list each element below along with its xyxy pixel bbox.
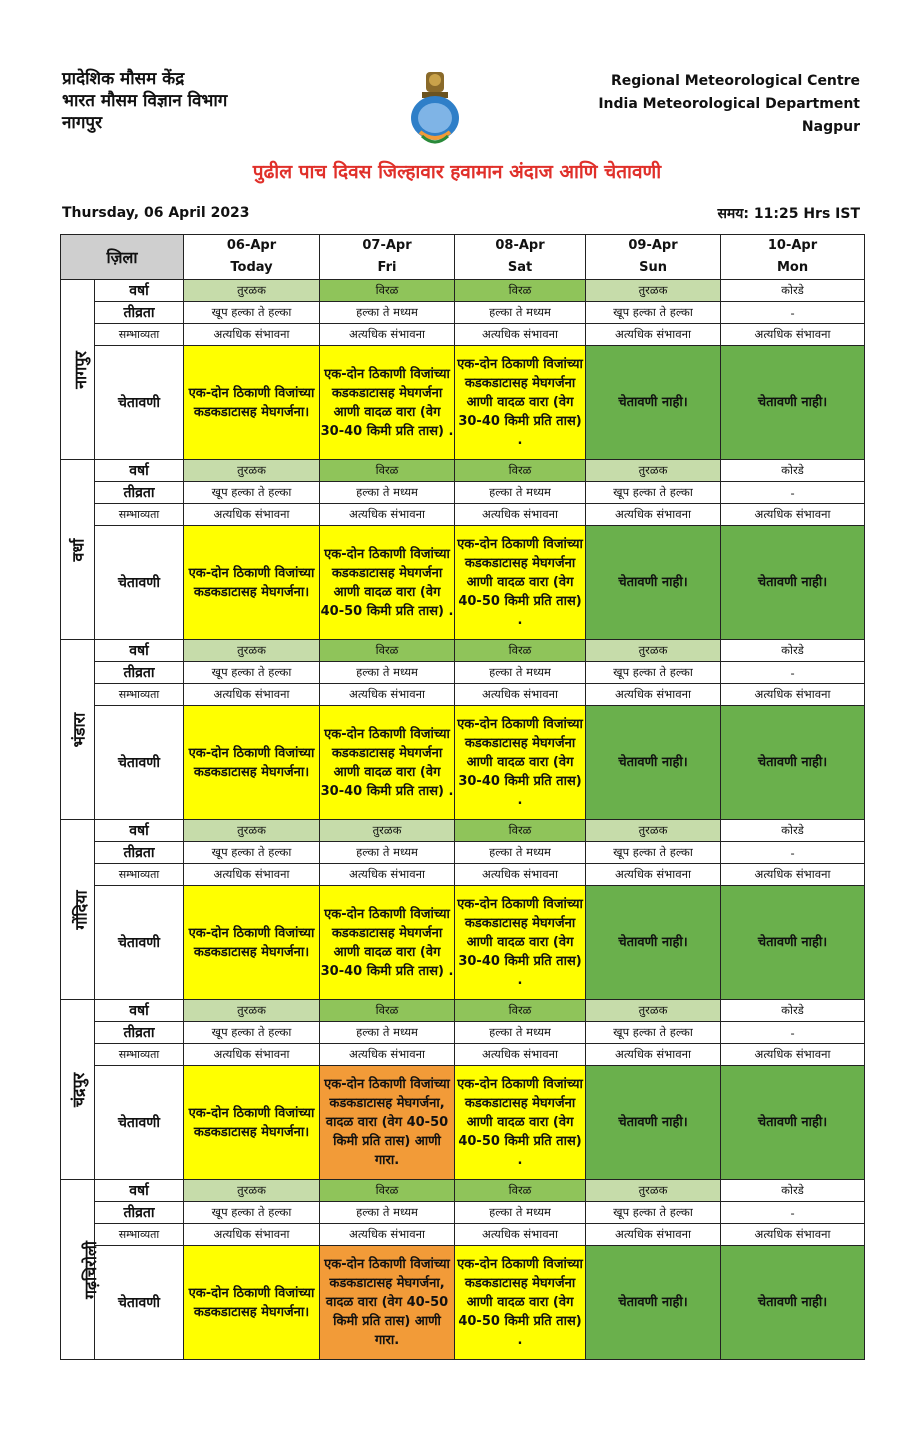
rain-cell: कोरडे — [721, 280, 865, 302]
rain-cell: तुरळक — [586, 1000, 721, 1022]
warning-cell: चेतावणी नाही। — [586, 1066, 721, 1180]
probability-cell: अत्यधिक संभावना — [184, 324, 320, 346]
rain-cell: कोरडे — [721, 820, 865, 842]
table-row — [61, 346, 865, 460]
probability-cell: अत्यधिक संभावना — [455, 684, 586, 706]
day-header: 10-Apr Mon — [721, 235, 865, 280]
table-header-row — [61, 235, 865, 280]
probability-cell: अत्यधिक संभावना — [455, 864, 586, 886]
intensity-cell: - — [721, 662, 865, 684]
intensity-cell: हल्का ते मध्यम — [455, 1202, 586, 1224]
warning-cell: चेतावणी नाही। — [586, 1246, 721, 1360]
district-name: गढ़चिरोली — [81, 1240, 101, 1299]
param-label-warning: चेतावणी — [95, 526, 184, 640]
table-row — [61, 706, 865, 820]
probability-cell: अत्यधिक संभावना — [184, 1224, 320, 1246]
warning-cell: एक-दोन ठिकाणी विजांच्या कडकडाटासह मेघगर्जना आणी वादळ वारा (वेग 40-50 किमी प्रति तास) . — [320, 526, 455, 640]
param-label-warning: चेतावणी — [95, 346, 184, 460]
warning-cell: एक-दोन ठिकाणी विजांच्या कडकडाटासह मेघगर्जना। — [184, 346, 320, 460]
intensity-cell: हल्का ते मध्यम — [320, 842, 455, 864]
warning-cell: एक-दोन ठिकाणी विजांच्या कडकडाटासह मेघगर्जना। — [184, 1066, 320, 1180]
intensity-cell: हल्का ते मध्यम — [455, 482, 586, 504]
intensity-cell: खूप हल्का ते हल्का — [586, 842, 721, 864]
warning-cell: एक-दोन ठिकाणी विजांच्या कडकडाटासह मेघगर्जना, वादळ वारा (वेग 40-50 किमी प्रति तास) आणी गारा. — [320, 1066, 455, 1180]
rain-cell: विरळ — [320, 1180, 455, 1202]
centre-name-english: Regional Meteorological Centre — [610, 73, 860, 89]
district-name-cell — [61, 820, 95, 1000]
param-label-rain: वर्षा — [95, 820, 184, 842]
probability-cell: अत्यधिक संभावना — [455, 1044, 586, 1066]
intensity-cell: हल्का ते मध्यम — [320, 1202, 455, 1224]
param-label-intensity: तीव्रता — [95, 662, 184, 684]
rain-cell: तुरळक — [184, 820, 320, 842]
warning-cell: एक-दोन ठिकाणी विजांच्या कडकडाटासह मेघगर्जना। — [184, 1246, 320, 1360]
rain-cell: कोरडे — [721, 640, 865, 662]
district-name: नागपुर — [70, 350, 90, 389]
probability-cell: अत्यधिक संभावना — [184, 504, 320, 526]
param-label-probability: सम्भाव्यता — [95, 324, 184, 346]
intensity-cell: खूप हल्का ते हल्का — [184, 482, 320, 504]
probability-cell: अत्यधिक संभावना — [586, 684, 721, 706]
warning-cell: चेतावणी नाही। — [586, 526, 721, 640]
intensity-cell: खूप हल्का ते हल्का — [586, 482, 721, 504]
district-name-cell — [61, 640, 95, 820]
rain-cell: तुरळक — [586, 1180, 721, 1202]
table-row — [61, 526, 865, 640]
warning-cell: चेतावणी नाही। — [721, 1066, 865, 1180]
issue-time: समय: 11:25 Hrs IST — [717, 206, 860, 222]
warning-cell: चेतावणी नाही। — [586, 706, 721, 820]
table-row — [61, 1246, 865, 1360]
rain-cell: तुरळक — [586, 460, 721, 482]
param-label-probability: सम्भाव्यता — [95, 1224, 184, 1246]
param-label-rain: वर्षा — [95, 640, 184, 662]
warning-cell: चेतावणी नाही। — [721, 886, 865, 1000]
table-row — [61, 1000, 865, 1022]
table-row — [61, 504, 865, 526]
table-row — [61, 1022, 865, 1044]
table-row — [61, 1180, 865, 1202]
intensity-cell: हल्का ते मध्यम — [455, 662, 586, 684]
warning-cell: चेतावणी नाही। — [721, 1246, 865, 1360]
district-name-cell — [61, 1180, 101, 1360]
rain-cell: विरळ — [320, 280, 455, 302]
intensity-cell: हल्का ते मध्यम — [455, 302, 586, 324]
param-label-rain: वर्षा — [95, 280, 184, 302]
emblem-icon — [408, 70, 462, 148]
intensity-cell: - — [721, 482, 865, 504]
intensity-cell: हल्का ते मध्यम — [320, 662, 455, 684]
warning-cell: चेतावणी नाही। — [586, 886, 721, 1000]
rain-cell: विरळ — [320, 1000, 455, 1022]
rain-cell: तुरळक — [184, 1180, 320, 1202]
centre-name-hindi: प्रादेशिक मौसम केंद्र — [62, 69, 185, 89]
district-name-cell — [61, 460, 95, 640]
district-name: भंडारा — [69, 712, 89, 747]
param-label-probability: सम्भाव्यता — [95, 1044, 184, 1066]
intensity-cell: खूप हल्का ते हल्का — [184, 1022, 320, 1044]
intensity-cell: खूप हल्का ते हल्का — [184, 842, 320, 864]
issue-date: Thursday, 06 April 2023 — [62, 205, 250, 221]
warning-cell: चेतावणी नाही। — [586, 346, 721, 460]
intensity-cell: खूप हल्का ते हल्का — [586, 662, 721, 684]
param-label-intensity: तीव्रता — [95, 1202, 184, 1224]
rain-cell: विरळ — [455, 1180, 586, 1202]
warning-cell: एक-दोन ठिकाणी विजांच्या कडकडाटासह मेघगर्जना आणी वादळ वारा (वेग 30-40 किमी प्रति तास) . — [455, 346, 586, 460]
table-row — [61, 1224, 865, 1246]
intensity-cell: खूप हल्का ते हल्का — [184, 302, 320, 324]
district-name: चंद्रपुर — [69, 1072, 89, 1107]
probability-cell: अत्यधिक संभावना — [320, 1044, 455, 1066]
intensity-cell: खूप हल्का ते हल्का — [184, 662, 320, 684]
intensity-cell: खूप हल्का ते हल्का — [586, 1202, 721, 1224]
intensity-cell: खूप हल्का ते हल्का — [586, 302, 721, 324]
intensity-cell: हल्का ते मध्यम — [320, 302, 455, 324]
rain-cell: तुरळक — [184, 640, 320, 662]
param-label-rain: वर्षा — [95, 1000, 184, 1022]
rain-cell: विरळ — [320, 640, 455, 662]
probability-cell: अत्यधिक संभावना — [320, 684, 455, 706]
table-row — [61, 842, 865, 864]
rain-cell: तुरळक — [586, 640, 721, 662]
forecast-table — [60, 234, 865, 1360]
warning-cell: चेतावणी नाही। — [721, 706, 865, 820]
rain-cell: तुरळक — [586, 280, 721, 302]
district-name-cell — [61, 1000, 95, 1180]
probability-cell: अत्यधिक संभावना — [586, 864, 721, 886]
rain-cell: तुरळक — [184, 1000, 320, 1022]
warning-cell: एक-दोन ठिकाणी विजांच्या कडकडाटासह मेघगर्जना। — [184, 526, 320, 640]
param-label-intensity: तीव्रता — [95, 1022, 184, 1044]
rain-cell: विरळ — [455, 460, 586, 482]
warning-cell: एक-दोन ठिकाणी विजांच्या कडकडाटासह मेघगर्जना आणी वादळ वारा (वेग 40-50 किमी प्रति तास) . — [455, 526, 586, 640]
warning-cell: एक-दोन ठिकाणी विजांच्या कडकडाटासह मेघगर्जना आणी वादळ वारा (वेग 30-40 किमी प्रति तास) . — [320, 886, 455, 1000]
header-right — [598, 70, 860, 139]
day-header: 07-Apr Fri — [320, 235, 455, 280]
rain-cell: कोरडे — [721, 1180, 865, 1202]
probability-cell: अत्यधिक संभावना — [721, 864, 865, 886]
warning-cell: एक-दोन ठिकाणी विजांच्या कडकडाटासह मेघगर्जना आणी वादळ वारा (वेग 40-50 किमी प्रति तास) . — [455, 1066, 586, 1180]
probability-cell: अत्यधिक संभावना — [184, 864, 320, 886]
intensity-cell: हल्का ते मध्यम — [320, 1022, 455, 1044]
district-name: गोंदिया — [71, 889, 91, 930]
intensity-cell: - — [721, 1022, 865, 1044]
intensity-cell: हल्का ते मध्यम — [455, 1022, 586, 1044]
rain-cell: विरळ — [455, 640, 586, 662]
probability-cell: अत्यधिक संभावना — [721, 324, 865, 346]
warning-cell: एक-दोन ठिकाणी विजांच्या कडकडाटासह मेघगर्जना। — [184, 886, 320, 1000]
probability-cell: अत्यधिक संभावना — [721, 1044, 865, 1066]
intensity-cell: हल्का ते मध्यम — [320, 482, 455, 504]
param-label-warning: चेतावणी — [95, 706, 184, 820]
table-row — [61, 1066, 865, 1180]
probability-cell: अत्यधिक संभावना — [320, 504, 455, 526]
district-name: वर्धा — [68, 538, 88, 561]
param-label-probability: सम्भाव्यता — [95, 864, 184, 886]
param-label-rain: वर्षा — [95, 460, 184, 482]
rain-cell: तुरळक — [320, 820, 455, 842]
rain-cell: विरळ — [455, 1000, 586, 1022]
warning-cell: एक-दोन ठिकाणी विजांच्या कडकडाटासह मेघगर्जना आणी वादळ वारा (वेग 40-50 किमी प्रति तास) . — [455, 1246, 586, 1360]
day-header: 08-Apr Sat — [455, 235, 586, 280]
day-header: 06-Apr Today — [184, 235, 320, 280]
rain-cell: कोरडे — [721, 460, 865, 482]
table-row — [61, 302, 865, 324]
table-row — [61, 886, 865, 1000]
header-left — [62, 68, 227, 134]
table-row — [61, 324, 865, 346]
probability-cell: अत्यधिक संभावना — [455, 504, 586, 526]
warning-cell: चेतावणी नाही। — [721, 526, 865, 640]
rain-cell: तुरळक — [184, 460, 320, 482]
table-row — [61, 820, 865, 842]
intensity-cell: खूप हल्का ते हल्का — [184, 1202, 320, 1224]
probability-cell: अत्यधिक संभावना — [721, 1224, 865, 1246]
table-row — [61, 864, 865, 886]
table-row — [61, 662, 865, 684]
param-label-probability: सम्भाव्यता — [95, 684, 184, 706]
param-label-rain: वर्षा — [95, 1180, 184, 1202]
probability-cell: अत्यधिक संभावना — [721, 504, 865, 526]
param-label-probability: सम्भाव्यता — [95, 504, 184, 526]
warning-cell: एक-दोन ठिकाणी विजांच्या कडकडाटासह मेघगर्जना आणी वादळ वारा (वेग 30-40 किमी प्रति तास) . — [455, 706, 586, 820]
probability-cell: अत्यधिक संभावना — [586, 1224, 721, 1246]
rain-cell: तुरळक — [586, 820, 721, 842]
warning-cell: चेतावणी नाही। — [721, 346, 865, 460]
department-name-hindi: भारत मौसम विज्ञान विभाग — [62, 91, 228, 111]
intensity-cell: - — [721, 1202, 865, 1224]
rain-cell: विरळ — [455, 820, 586, 842]
warning-cell: एक-दोन ठिकाणी विजांच्या कडकडाटासह मेघगर्जना आणी वादळ वारा (वेग 30-40 किमी प्रति तास) . — [320, 706, 455, 820]
param-label-warning: चेतावणी — [95, 886, 184, 1000]
city-name-english: Nagpur — [801, 119, 860, 135]
param-label-intensity: तीव्रता — [95, 302, 184, 324]
intensity-cell: - — [721, 842, 865, 864]
warning-cell: एक-दोन ठिकाणी विजांच्या कडकडाटासह मेघगर्जना, वादळ वारा (वेग 40-50 किमी प्रति तास) आणी गारा. — [320, 1246, 455, 1360]
table-row — [61, 684, 865, 706]
probability-cell: अत्यधिक संभावना — [455, 1224, 586, 1246]
probability-cell: अत्यधिक संभावना — [721, 684, 865, 706]
city-name-hindi: नागपुर — [62, 113, 103, 133]
rain-cell: विरळ — [320, 460, 455, 482]
warning-cell: एक-दोन ठिकाणी विजांच्या कडकडाटासह मेघगर्जना आणी वादळ वारा (वेग 30-40 किमी प्रति तास) . — [320, 346, 455, 460]
rain-cell: कोरडे — [721, 1000, 865, 1022]
table-row — [61, 280, 865, 302]
department-name-english: India Meteorological Department — [598, 96, 860, 112]
intensity-cell: - — [721, 302, 865, 324]
rain-cell: विरळ — [455, 280, 586, 302]
rain-cell: तुरळक — [184, 280, 320, 302]
district-name-cell — [61, 280, 95, 460]
probability-cell: अत्यधिक संभावना — [184, 684, 320, 706]
page-title: पुढील पाच दिवस जिल्हावार हवामान अंदाज आणि चेतावणी — [252, 161, 662, 183]
warning-cell: एक-दोन ठिकाणी विजांच्या कडकडाटासह मेघगर्जना आणी वादळ वारा (वेग 30-40 किमी प्रति तास) . — [455, 886, 586, 1000]
probability-cell: अत्यधिक संभावना — [320, 324, 455, 346]
intensity-cell: हल्का ते मध्यम — [455, 842, 586, 864]
warning-cell: एक-दोन ठिकाणी विजांच्या कडकडाटासह मेघगर्जना। — [184, 706, 320, 820]
day-header: 09-Apr Sun — [586, 235, 721, 280]
param-label-warning: चेतावणी — [95, 1246, 184, 1360]
intensity-cell: खूप हल्का ते हल्का — [586, 1022, 721, 1044]
probability-cell: अत्यधिक संभावना — [184, 1044, 320, 1066]
param-label-intensity: तीव्रता — [95, 482, 184, 504]
param-label-warning: चेतावणी — [95, 1066, 184, 1180]
district-column-header: ज़िला — [61, 235, 184, 280]
table-row — [61, 640, 865, 662]
param-label-intensity: तीव्रता — [95, 842, 184, 864]
table-row — [61, 482, 865, 504]
probability-cell: अत्यधिक संभावना — [586, 1044, 721, 1066]
table-row — [61, 1044, 865, 1066]
probability-cell: अत्यधिक संभावना — [586, 504, 721, 526]
probability-cell: अत्यधिक संभावना — [320, 864, 455, 886]
table-row — [61, 460, 865, 482]
table-row — [61, 1202, 865, 1224]
probability-cell: अत्यधिक संभावना — [586, 324, 721, 346]
probability-cell: अत्यधिक संभावना — [455, 324, 586, 346]
probability-cell: अत्यधिक संभावना — [320, 1224, 455, 1246]
